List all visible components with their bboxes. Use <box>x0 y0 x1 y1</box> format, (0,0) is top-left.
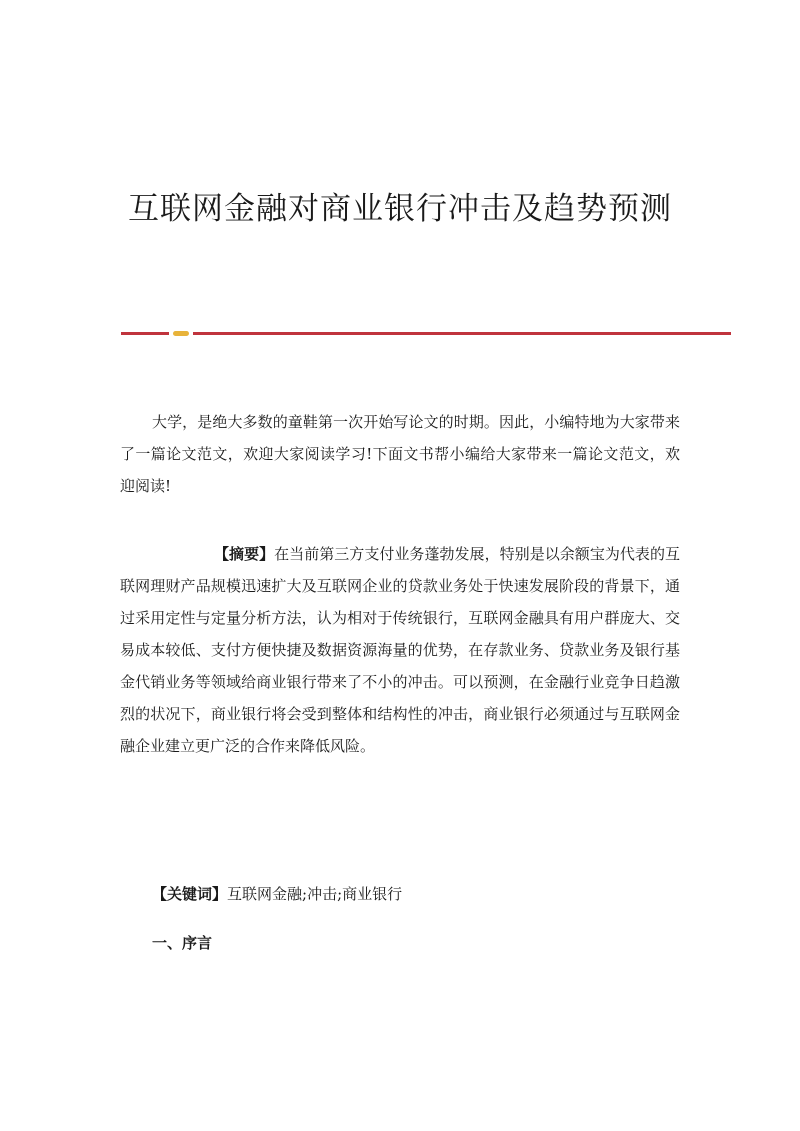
abstract-text: 在当前第三方支付业务蓬勃发展，特别是以余额宝为代表的互联网理财产品规模迅速扩大及互联网企业的贷款业务处于快速发展阶段的背景下，通过采用定性与定量分析方法，认为相对于传统银行，互联网金融具有用户群庞大、交易成本较低、支付方便快捷及数据资源海量的优势，在存款业务、贷款业务及银行基金代销业务等领域给商业银行带来了不小的冲击。可以预测，在金融行业竞争日趋激烈的状况下，商业银行将会受到整体和结构性的冲击，商业银行必须通过与互联网金融企业建立更广泛的合作来降低风险。 <box>120 545 680 755</box>
keywords-paragraph <box>152 878 680 910</box>
abstract-paragraph <box>120 538 680 762</box>
divider-ornament-icon <box>173 331 189 336</box>
keywords-text: 互联网金融;冲击;商业银行 <box>227 885 403 903</box>
title-divider <box>121 330 731 338</box>
section-heading: 一、序言 <box>152 934 213 952</box>
intro-paragraph: 大学，是绝大多数的童鞋第一次开始写论文的时期。因此，小编特地为大家带来了一篇论文范文，欢迎大家阅读学习!下面文书帮小编给大家带来一篇论文范文，欢迎阅读! <box>120 413 680 495</box>
divider-line-right <box>193 332 731 335</box>
divider-line-left <box>121 332 169 335</box>
keywords-label: 【关键词】 <box>152 885 228 903</box>
document-title: 互联网金融对商业银行冲击及趋势预测 <box>128 191 672 227</box>
abstract-label: 【摘要】 <box>214 545 275 563</box>
